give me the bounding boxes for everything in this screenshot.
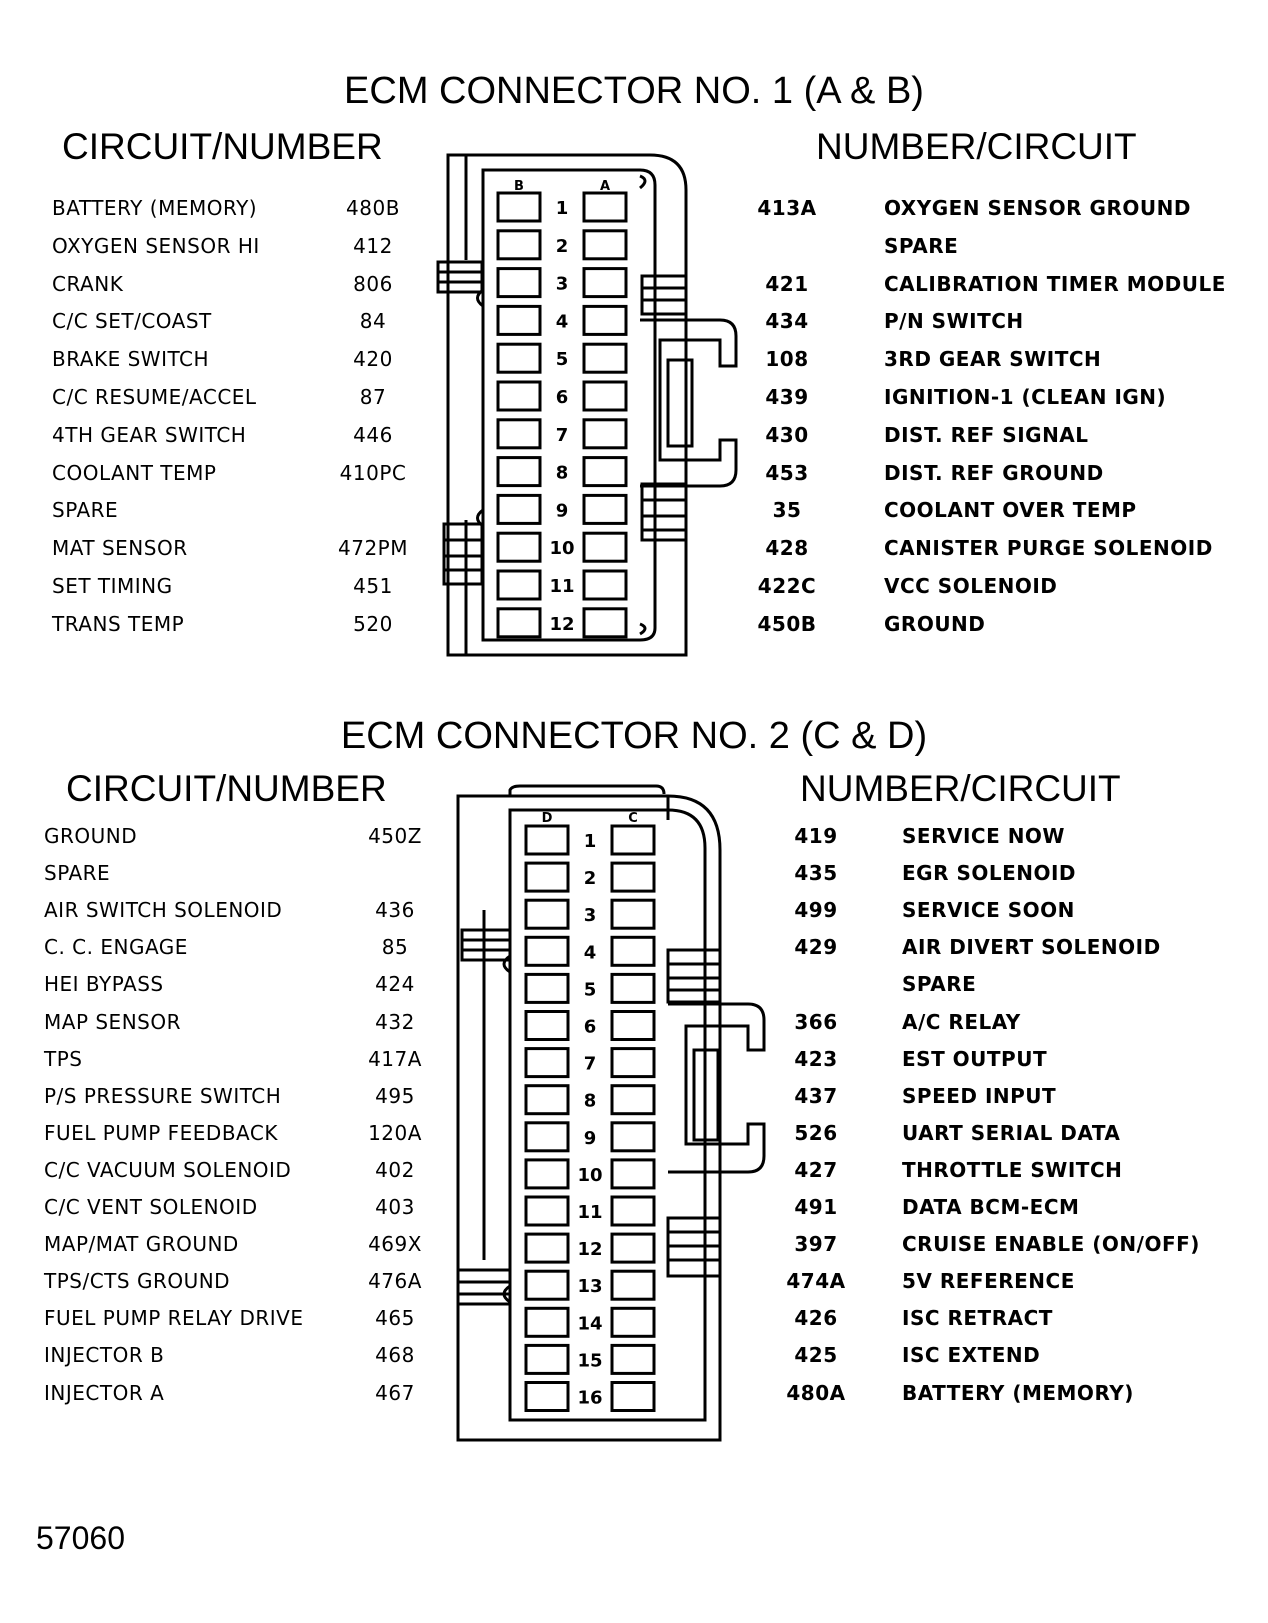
- pin-number: 11: [577, 1202, 603, 1223]
- pin-cavity-left: [498, 495, 540, 523]
- left-circuit-number: 446: [353, 422, 393, 447]
- pin-number: 9: [583, 1127, 597, 1149]
- right-circuit-name: VCC SOLENOID: [884, 574, 1058, 598]
- pin-cavity-left: [498, 344, 540, 372]
- pin-number: 6: [555, 387, 569, 408]
- right-circuit-name: 3RD GEAR SWITCH: [884, 347, 1102, 372]
- left-circuit-name: MAT SENSOR: [52, 536, 188, 561]
- right-circuit-number: 450B: [757, 611, 817, 636]
- right-circuit-number: 426: [794, 1306, 838, 1331]
- right-circuit-name: UART SERIAL DATA: [902, 1120, 1121, 1145]
- pin-cavity-left: [526, 826, 568, 854]
- pin-cavity-left: [526, 1049, 568, 1077]
- right-circuit-number: 413A: [757, 196, 817, 220]
- left-circuit-name: OXYGEN SENSOR HI: [52, 233, 260, 258]
- pin-number: 7: [583, 1053, 597, 1075]
- pin-cavity-left: [498, 609, 540, 637]
- pin-cavity-left: [526, 1086, 568, 1114]
- right-circuit-number: 397: [794, 1232, 838, 1257]
- pin-cavity-right: [612, 1086, 654, 1114]
- column-label: B: [514, 179, 524, 194]
- pin-number: 4: [583, 942, 597, 964]
- pin-cavity-left: [498, 231, 540, 259]
- left-circuit-number: 412: [353, 233, 393, 258]
- right-circuit-name: ISC EXTEND: [902, 1343, 1041, 1368]
- left-circuit-name: FUEL PUMP RELAY DRIVE: [44, 1306, 304, 1331]
- pin-number: 1: [555, 198, 569, 219]
- left-circuit-name: CRANK: [52, 271, 124, 296]
- left-circuit-name: HEI BYPASS: [44, 972, 164, 997]
- connector1-left-header: CIRCUIT/NUMBER: [62, 126, 383, 167]
- left-circuit-name: TPS: [44, 1046, 83, 1071]
- left-circuit-name: BATTERY (MEMORY): [52, 196, 258, 220]
- connector2-title: ECM CONNECTOR NO. 2 (C & D): [340, 715, 928, 757]
- left-circuit-number: 417A: [368, 1046, 422, 1071]
- pin-number: 12: [577, 1239, 603, 1261]
- right-circuit-name: AIR DIVERT SOLENOID: [902, 935, 1161, 960]
- left-circuit-name: MAP/MAT GROUND: [44, 1232, 239, 1257]
- left-circuit-name: C/C VENT SOLENOID: [44, 1195, 258, 1219]
- left-circuit-name: INJECTOR A: [44, 1380, 165, 1405]
- right-circuit-number: 428: [765, 536, 809, 561]
- pin-cavity-left: [526, 1383, 568, 1411]
- right-circuit-number: 474A: [786, 1269, 846, 1294]
- left-circuit-number: 420: [353, 347, 393, 372]
- pin-cavity-left: [526, 863, 568, 891]
- pin-number: 3: [583, 905, 597, 927]
- pin-number: 2: [555, 235, 569, 257]
- figure-id: 57060: [36, 1520, 125, 1556]
- pin-cavity-right: [612, 826, 654, 854]
- pin-number: 9: [555, 500, 569, 522]
- pin-cavity-left: [526, 1012, 568, 1040]
- right-circuit-name: CRUISE ENABLE (ON/OFF): [902, 1232, 1200, 1257]
- left-circuit-name: TRANS TEMP: [52, 611, 185, 636]
- pin-number: 11: [549, 576, 575, 597]
- left-circuit-number: 410PC: [339, 460, 407, 485]
- left-circuit-name: C/C RESUME/ACCEL: [52, 385, 257, 409]
- right-circuit-number: 423: [794, 1046, 838, 1071]
- left-circuit-number: 472PM: [338, 536, 408, 561]
- left-circuit-number: 87: [359, 385, 387, 409]
- pin-cavity-right: [612, 900, 654, 928]
- right-circuit-name: 5V REFERENCE: [902, 1269, 1075, 1294]
- pin-number: 5: [555, 349, 569, 371]
- right-circuit-name: DATA BCM-ECM: [902, 1195, 1080, 1219]
- pin-cavity-left: [498, 382, 540, 410]
- right-circuit-name: IGNITION-1 (CLEAN IGN): [884, 385, 1167, 409]
- right-circuit-name: EST OUTPUT: [902, 1046, 1048, 1071]
- pin-cavity-left: [526, 900, 568, 928]
- left-circuit-name: MAP SENSOR: [44, 1009, 181, 1034]
- right-circuit-number: 526: [794, 1120, 838, 1145]
- pin-cavity-left: [526, 1160, 568, 1188]
- right-circuit-name: P/N SWITCH: [884, 309, 1024, 334]
- pin-cavity-left: [526, 1271, 568, 1299]
- pin-cavity-right: [584, 231, 626, 259]
- pin-number: 10: [577, 1164, 603, 1186]
- pin-cavity-right: [612, 1049, 654, 1077]
- right-circuit-number: 108: [765, 347, 809, 372]
- pin-cavity-right: [584, 495, 626, 523]
- left-circuit-number: 467: [375, 1380, 415, 1405]
- pin-cavity-right: [584, 306, 626, 334]
- pin-number: 15: [577, 1350, 603, 1372]
- right-circuit-name: BATTERY (MEMORY): [902, 1380, 1134, 1405]
- left-circuit-name: 4TH GEAR SWITCH: [52, 422, 247, 447]
- left-circuit-number: 402: [375, 1157, 415, 1182]
- pin-cavity-right: [612, 1383, 654, 1411]
- left-circuit-number: 432: [375, 1009, 415, 1034]
- pin-cavity-left: [526, 937, 568, 965]
- pin-number: 6: [583, 1016, 597, 1038]
- pin-cavity-right: [584, 533, 626, 561]
- left-circuit-name: SPARE: [52, 498, 119, 523]
- right-circuit-number: 430: [765, 422, 809, 447]
- right-circuit-number: 419: [794, 824, 838, 848]
- pin-number: 3: [555, 273, 569, 295]
- left-circuit-number: 85: [381, 935, 409, 960]
- left-circuit-name: FUEL PUMP FEEDBACK: [44, 1120, 278, 1145]
- right-circuit-number: 366: [794, 1009, 838, 1034]
- pin-cavity-left: [498, 420, 540, 448]
- left-circuit-number: 436: [375, 898, 415, 923]
- right-circuit-name: EGR SOLENOID: [902, 861, 1077, 886]
- right-circuit-name: OXYGEN SENSOR GROUND: [884, 196, 1191, 220]
- pin-cavity-left: [498, 193, 540, 221]
- pin-cavity-right: [612, 1197, 654, 1225]
- pin-cavity-left: [498, 533, 540, 561]
- pin-cavity-right: [584, 382, 626, 410]
- pin-cavity-right: [612, 1345, 654, 1373]
- pin-cavity-left: [498, 306, 540, 334]
- pin-number: 12: [549, 613, 575, 635]
- right-circuit-number: 453: [765, 460, 809, 485]
- left-circuit-name: AIR SWITCH SOLENOID: [44, 898, 283, 923]
- pin-cavity-right: [612, 1271, 654, 1299]
- pin-cavity-right: [584, 420, 626, 448]
- pin-cavity-right: [612, 1012, 654, 1040]
- right-circuit-name: GROUND: [884, 611, 986, 636]
- pin-cavity-right: [612, 1308, 654, 1336]
- connector2-right-header: NUMBER/CIRCUIT: [800, 768, 1121, 809]
- pin-number: 10: [549, 538, 575, 560]
- connector1-title: ECM CONNECTOR NO. 1 (A & B): [344, 70, 924, 112]
- left-circuit-name: C/C SET/COAST: [52, 309, 212, 334]
- left-circuit-number: 424: [375, 972, 415, 997]
- pin-cavity-right: [612, 1160, 654, 1188]
- pin-cavity-left: [526, 1123, 568, 1151]
- right-circuit-number: 429: [794, 935, 838, 960]
- pin-cavity-left: [526, 1197, 568, 1225]
- right-circuit-number: 439: [765, 385, 809, 409]
- pin-cavity-left: [526, 974, 568, 1002]
- pin-cavity-left: [526, 1308, 568, 1336]
- pin-number: 4: [555, 311, 569, 333]
- right-circuit-number: 422C: [757, 574, 817, 598]
- left-circuit-name: INJECTOR B: [44, 1343, 165, 1368]
- right-circuit-number: 480A: [786, 1380, 846, 1405]
- pin-cavity-left: [498, 458, 540, 486]
- left-circuit-name: SPARE: [44, 861, 111, 886]
- right-circuit-name: A/C RELAY: [902, 1009, 1021, 1034]
- right-circuit-name: CALIBRATION TIMER MODULE: [884, 271, 1226, 296]
- left-circuit-number: 451: [353, 574, 393, 598]
- pin-number: 7: [555, 424, 569, 446]
- pin-cavity-right: [584, 269, 626, 297]
- right-circuit-number: 491: [794, 1195, 838, 1219]
- left-circuit-number: 84: [359, 309, 387, 334]
- right-circuit-name: COOLANT OVER TEMP: [884, 498, 1137, 523]
- right-circuit-number: 35: [772, 498, 802, 523]
- pin-number: 8: [555, 462, 569, 484]
- right-circuit-number: 427: [794, 1157, 838, 1182]
- pin-cavity-left: [526, 1345, 568, 1373]
- left-circuit-name: GROUND: [44, 824, 138, 848]
- pin-cavity-right: [612, 974, 654, 1002]
- pin-cavity-right: [612, 863, 654, 891]
- column-label: C: [628, 811, 638, 826]
- right-circuit-name: SPARE: [902, 972, 977, 997]
- pin-cavity-right: [612, 937, 654, 965]
- pin-number: 13: [577, 1276, 603, 1298]
- left-circuit-number: 450Z: [368, 824, 422, 848]
- pin-cavity-right: [612, 1234, 654, 1262]
- pin-cavity-left: [498, 571, 540, 599]
- left-circuit-number: 469X: [368, 1232, 422, 1257]
- right-circuit-number: 499: [794, 898, 838, 923]
- right-circuit-name: THROTTLE SWITCH: [902, 1157, 1123, 1182]
- right-circuit-name: SERVICE SOON: [902, 898, 1075, 923]
- pin-number: 16: [577, 1387, 603, 1409]
- pin-number: 5: [583, 979, 597, 1001]
- pin-cavity-right: [584, 609, 626, 637]
- left-circuit-number: 476A: [368, 1269, 422, 1294]
- left-circuit-number: 495: [375, 1083, 415, 1108]
- right-circuit-number: 435: [794, 861, 838, 886]
- left-circuit-name: TPS/CTS GROUND: [44, 1269, 231, 1294]
- left-circuit-name: BRAKE SWITCH: [52, 347, 210, 372]
- left-circuit-name: SET TIMING: [52, 574, 173, 598]
- right-circuit-name: SPEED INPUT: [902, 1083, 1057, 1108]
- pin-number: 8: [583, 1090, 597, 1112]
- pin-cavity-right: [612, 1123, 654, 1151]
- pin-number: 1: [583, 831, 597, 852]
- connector2-left-header: CIRCUIT/NUMBER: [66, 768, 387, 809]
- right-circuit-name: ISC RETRACT: [902, 1306, 1053, 1331]
- right-circuit-name: SERVICE NOW: [902, 824, 1065, 848]
- pin-cavity-left: [498, 269, 540, 297]
- left-circuit-number: 480B: [346, 196, 400, 220]
- right-circuit-name: DIST. REF GROUND: [884, 460, 1104, 485]
- pin-cavity-right: [584, 344, 626, 372]
- left-circuit-name: C/C VACUUM SOLENOID: [44, 1157, 292, 1182]
- left-circuit-number: 403: [375, 1195, 415, 1219]
- pin-cavity-right: [584, 458, 626, 486]
- left-circuit-name: C. C. ENGAGE: [44, 935, 188, 960]
- column-label: A: [599, 179, 611, 194]
- left-circuit-number: 520: [353, 611, 393, 636]
- left-circuit-number: 806: [353, 271, 393, 296]
- left-circuit-number: 468: [375, 1343, 415, 1368]
- pin-cavity-right: [584, 571, 626, 599]
- right-circuit-number: 437: [794, 1083, 838, 1108]
- right-circuit-name: DIST. REF SIGNAL: [884, 422, 1089, 447]
- pin-cavity-right: [584, 193, 626, 221]
- pin-number: 2: [583, 868, 597, 890]
- pin-cavity-left: [526, 1234, 568, 1262]
- right-circuit-name: CANISTER PURGE SOLENOID: [884, 536, 1213, 561]
- connector1-right-header: NUMBER/CIRCUIT: [816, 126, 1137, 167]
- left-circuit-name: P/S PRESSURE SWITCH: [44, 1083, 282, 1108]
- right-circuit-name: SPARE: [884, 233, 959, 258]
- right-circuit-number: 425: [794, 1343, 838, 1368]
- right-circuit-number: 434: [765, 309, 809, 334]
- left-circuit-number: 465: [375, 1306, 415, 1331]
- left-circuit-number: 120A: [368, 1120, 422, 1145]
- right-circuit-number: 421: [765, 271, 809, 296]
- pin-number: 14: [577, 1313, 603, 1335]
- left-circuit-name: COOLANT TEMP: [52, 460, 217, 485]
- column-label: D: [541, 811, 553, 826]
